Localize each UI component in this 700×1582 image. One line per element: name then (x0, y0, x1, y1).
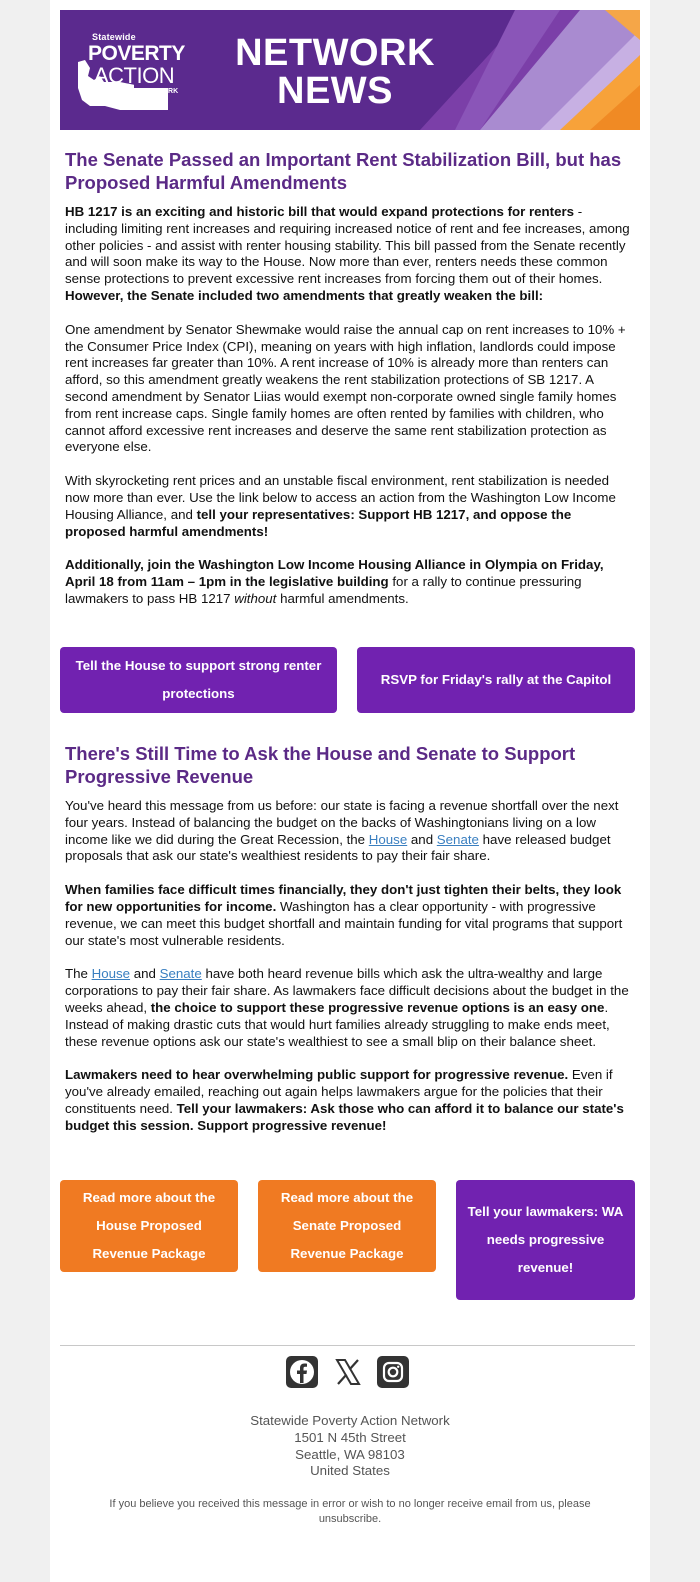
email-body (50, 0, 650, 1582)
logo-network: NETWORK (142, 88, 179, 95)
header-banner (60, 10, 640, 130)
footer-city: Seattle, WA 98103 (295, 1446, 405, 1462)
section2-paragraph-4: Lawmakers need to hear overwhelming public support for progressive revenue. Even if you've already emailed, reaching out again helps lawmakers argue for the policies that their constituents need. Tell your lawmakers: Ask those who can afford it to balance our state's budget this session. Support progressive revenue! (65, 1067, 624, 1133)
senate-link[interactable]: Senate (436, 831, 479, 847)
instagram-icon[interactable] (377, 1356, 409, 1388)
house-renter-protections-button[interactable]: Tell the House to support strong renter protections (60, 647, 337, 713)
footer-country: United States (310, 1463, 390, 1479)
footer-divider (60, 1345, 635, 1346)
logo-action: ACTION (94, 63, 175, 88)
banner-title-line2: NEWS (277, 70, 393, 112)
section1-heading: The Senate Passed an Important Rent Stabilization Bill, but has Proposed Harmful Amendments (65, 149, 622, 193)
tell-lawmakers-button[interactable]: Tell your lawmakers: WA needs progressive revenue! (456, 1180, 635, 1300)
unsubscribe-note: If you believe you received this message in error or wish to no longer receive email from us, please unsubscribe. (109, 1498, 591, 1525)
footer-street: 1501 N 45th Street (294, 1429, 406, 1445)
logo-statewide: Statewide (92, 32, 136, 42)
senate-revenue-package-button[interactable]: Read more about the Senate Proposed Revenue Package (258, 1180, 436, 1272)
banner-title-line1: NETWORK (235, 32, 435, 74)
logo-poverty: POVERTY (88, 42, 185, 65)
section1-paragraph-4: Additionally, join the Washington Low Income Housing Alliance in Olympia on Friday, April 18 from 11am – 1pm in the legislative building for a rally to continue pressuring lawmakers to pass HB 1217 without harmful amendments. (65, 557, 604, 606)
x-icon[interactable] (332, 1356, 364, 1388)
senate-link-2[interactable]: Senate (159, 966, 202, 982)
facebook-icon[interactable] (286, 1356, 318, 1388)
house-link-2[interactable]: House (91, 966, 131, 982)
section2-paragraph-2: When families face difficult times financially, they don't just tighten their belts, they look for new opportunities for income. Washington has a clear opportunity - with progressive revenue, we can meet this budget shortfall and maintain funding for vital programs that support our state's most vulnerable residents. (65, 882, 623, 948)
house-revenue-package-button[interactable]: Read more about the House Proposed Revenue Package (60, 1180, 238, 1272)
section2-paragraph-1: You've heard this message from us before: our state is facing a revenue shortfall over the next four years. Instead of balancing the budget on the backs of Washingtonians living on a low income like we did during the Great Recession, the House and Senate have released budget proposals that ask our state's wealthiest residents to pay their fair share. (65, 798, 619, 864)
banner-title (220, 34, 450, 110)
house-link[interactable]: House (368, 831, 408, 847)
section-rent-stabilization (65, 148, 635, 608)
rsvp-rally-button[interactable]: RSVP for Friday's rally at the Capitol (357, 647, 635, 713)
section1-paragraph-2: One amendment by Senator Shewmake would raise the annual cap on rent increases to 10% + the Consumer Price Index (CPI), meaning on years with high inflation, landlords could impose rent increases far greater than 10%. A rent increase of 10% is already more than renters can afford, so this amendment greatly weakens the rent stabilization protections of SB 1217. A second amendment by Senator Liias would exempt non-corporate owned single family homes from rent increase caps. Single family homes are often rented by families with children, who cannot afford excessive rent increases and deserve the same rent stabilization protection as everyone else. (65, 321, 626, 455)
section2-heading: There's Still Time to Ask the House and Senate to Support Progressive Revenue (65, 743, 576, 787)
footer-address (60, 1413, 640, 1480)
section-progressive-revenue (65, 742, 635, 1135)
section1-paragraph-3: With skyrocketing rent prices and an unstable fiscal environment, rent stabilization is needed now more than ever. Use the link below to access an action from the Washington Low Income Housing Alliance, and tell your representatives: Support HB 1217, and oppose the proposed harmful amendments! (65, 473, 616, 539)
footer-org: Statewide Poverty Action Network (250, 1413, 450, 1428)
section2-paragraph-3: The House and Senate have both heard revenue bills which ask the ultra-wealthy and large corporations to pay their fair share. As lawmakers face difficult decisions about the budget in the weeks ahead, the choice to support these progressive revenue options is an easy one. Instead of making drastic cuts that would hurt families already struggling to make ends meet, these revenue options ask our state's wealthiest to see a small blip on their balance sheet. (65, 966, 629, 1049)
section1-paragraph-1: HB 1217 is an exciting and historic bill that would expand protections for renters - including limiting rent increases and requiring increased notice of rent and fee increases, among other policies - and assist with renter housing stability. This bill passed from the Senate recently and will soon make its way to the House. Now more than ever, renters needs these common sense protections to prevent excessive rent increases from forcing them out of their homes. However, the Senate included two amendments that greatly weaken the bill: (65, 204, 630, 303)
